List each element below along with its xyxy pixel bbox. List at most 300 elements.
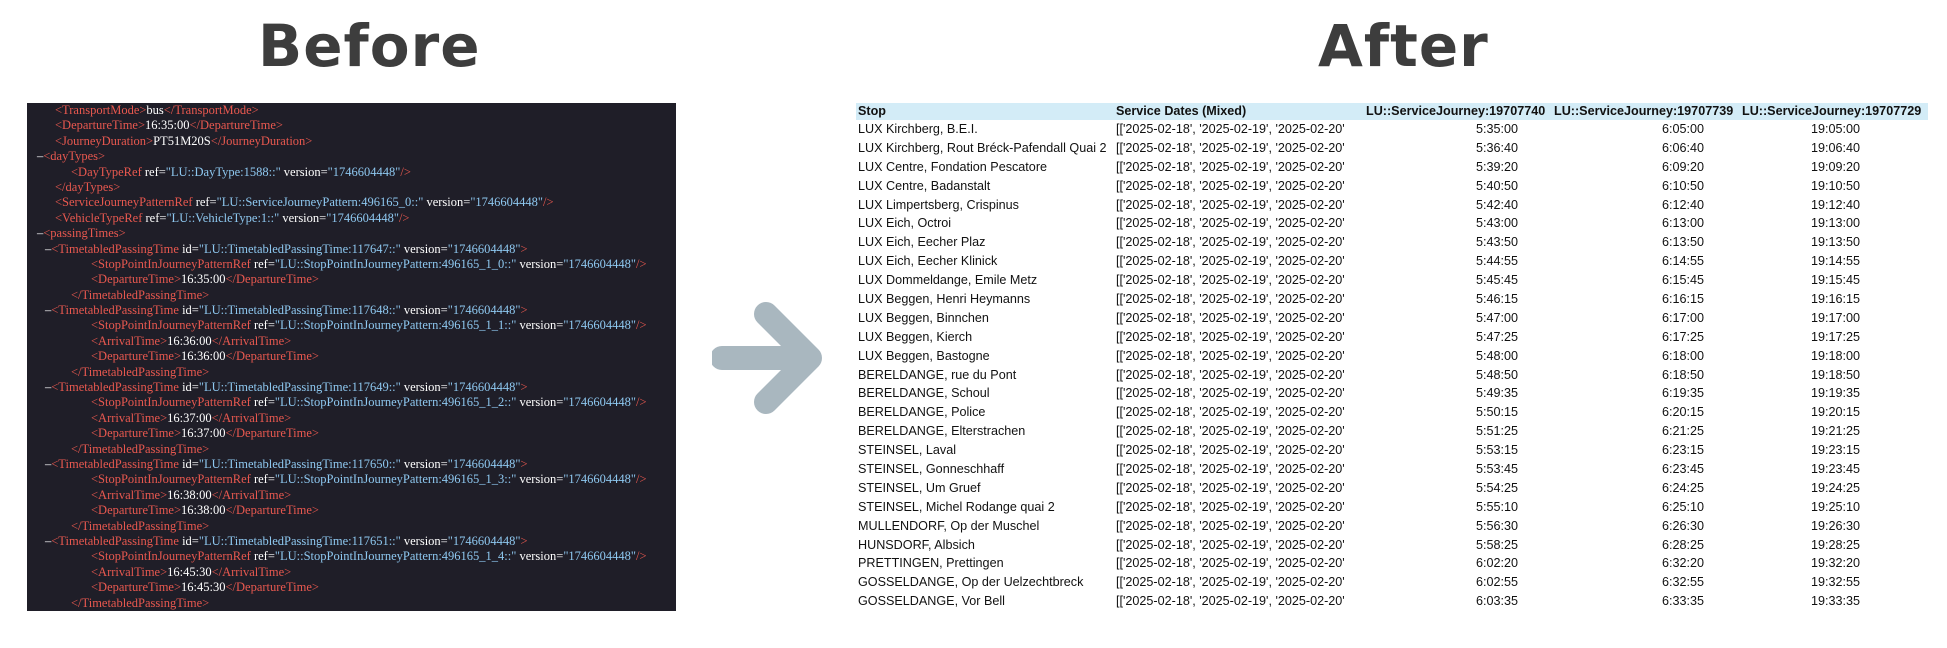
xml-token: "1746604448" (563, 256, 637, 271)
cell-service-dates: [['2025-02-18', '2025-02-19', '2025-02-20' (1116, 292, 1345, 307)
cell-service-dates: [['2025-02-18', '2025-02-19', '2025-02-20' (1116, 462, 1345, 477)
xml-token: <ServiceJourneyPatternRef (55, 195, 193, 210)
xml-token: </TimetabledPassingTime> (71, 518, 210, 533)
xml-line (27, 565, 676, 580)
cell-journey-2: 6:13:00 (1661, 216, 1704, 231)
cell-stop: BERELDANGE, Elterstrachen (858, 424, 1026, 439)
xml-token: ref= (250, 318, 275, 333)
cell-journey-3: 19:14:55 (1810, 254, 1860, 269)
xml-code-panel (27, 103, 676, 611)
xml-line (27, 442, 676, 457)
xml-token: "LU::ServiceJourneyPattern:496165_0::" (216, 195, 424, 210)
cell-journey-1: 5:48:00 (1475, 348, 1518, 363)
cell-journey-2: 6:14:55 (1661, 254, 1704, 269)
xml-token: /> (400, 164, 411, 179)
cell-journey-3: 19:32:55 (1810, 575, 1860, 590)
table-row (856, 384, 1928, 403)
xml-line (27, 380, 676, 395)
cell-journey-3: 19:19:35 (1810, 386, 1860, 401)
cell-stop: LUX Eich, Eecher Klinick (858, 254, 998, 269)
cell-stop: BERELDANGE, Schoul (858, 386, 990, 401)
cell-journey-2: 6:18:00 (1661, 348, 1704, 363)
table-row (856, 252, 1928, 271)
xml-token: version= (400, 303, 448, 318)
xml-token: <DepartureTime> (55, 118, 146, 133)
cell-stop: PRETTINGEN, Prettingen (858, 556, 1004, 571)
xml-line (27, 488, 676, 503)
cell-stop: LUX Beggen, Bastogne (858, 348, 990, 363)
table-row (856, 441, 1928, 460)
xml-token: <TimetabledPassingTime (51, 303, 179, 318)
xml-token: 16:45:30 (181, 580, 226, 595)
xml-line (27, 211, 676, 226)
xml-token: ref= (192, 195, 217, 210)
xml-token: version= (516, 472, 564, 487)
xml-token: > (520, 241, 528, 256)
xml-token: <StopPointInJourneyPatternRef (91, 395, 251, 410)
cell-journey-3: 19:28:25 (1810, 537, 1860, 552)
cell-journey-2: 6:17:25 (1661, 329, 1704, 344)
xml-token: </DepartureTime> (225, 503, 319, 518)
xml-token: version= (423, 195, 471, 210)
cell-journey-1: 5:44:55 (1475, 254, 1518, 269)
xml-token: 16:35:00 (145, 118, 190, 133)
cell-journey-1: 5:48:50 (1475, 367, 1518, 382)
xml-token: </ArrivalTime> (211, 333, 292, 348)
collapse-marker: – (37, 149, 44, 164)
table-row (856, 139, 1928, 158)
cell-service-dates: [['2025-02-18', '2025-02-19', '2025-02-20' (1116, 594, 1345, 609)
xml-token: "LU::TimetabledPassingTime:117647::" (198, 241, 401, 256)
xml-token: version= (400, 380, 448, 395)
xml-token: 16:35:00 (181, 272, 226, 287)
xml-line (27, 134, 676, 149)
xml-token: <dayTypes> (43, 149, 106, 164)
cell-journey-3: 19:15:45 (1810, 273, 1860, 288)
xml-token: 16:36:00 (167, 333, 212, 348)
cell-journey-1: 5:45:45 (1475, 273, 1518, 288)
arrow-right-icon (712, 296, 824, 420)
xml-token: "LU::TimetabledPassingTime:117651::" (198, 533, 401, 548)
xml-token: > (520, 380, 528, 395)
xml-token: </TimetabledPassingTime> (71, 441, 210, 456)
xml-token: bus (146, 103, 164, 117)
xml-token: "LU::StopPointInJourneyPattern:496165_1_4::" (274, 549, 517, 564)
cell-journey-2: 6:05:00 (1661, 122, 1704, 136)
header-stop: Stop (858, 104, 886, 118)
cell-stop: LUX Beggen, Kierch (858, 329, 973, 344)
xml-token: "1746604448" (327, 164, 401, 179)
xml-token: /> (636, 549, 647, 564)
xml-token: </DepartureTime> (225, 272, 319, 287)
xml-token: /> (636, 318, 647, 333)
xml-token: id= (178, 303, 199, 318)
xml-token: "LU::VehicleType:1::" (166, 210, 280, 225)
cell-service-dates: [['2025-02-18', '2025-02-19', '2025-02-20' (1116, 367, 1345, 382)
xml-line (27, 349, 676, 364)
cell-journey-2: 6:33:35 (1661, 594, 1704, 609)
cell-stop: BERELDANGE, Police (858, 405, 986, 420)
cell-journey-3: 19:18:50 (1810, 367, 1860, 382)
cell-service-dates: [['2025-02-18', '2025-02-19', '2025-02-20' (1116, 499, 1345, 514)
xml-token: </JourneyDuration> (210, 133, 313, 148)
cell-journey-2: 6:15:45 (1661, 273, 1704, 288)
cell-journey-1: 5:36:40 (1475, 140, 1518, 155)
xml-token: <ArrivalTime> (91, 333, 168, 348)
xml-token: > (520, 303, 528, 318)
xml-line (27, 288, 676, 303)
xml-token: ref= (250, 395, 275, 410)
xml-line (27, 180, 676, 195)
cell-journey-1: 5:50:15 (1475, 405, 1518, 420)
xml-line (27, 457, 676, 472)
cell-journey-3: 19:06:40 (1810, 140, 1860, 155)
table-row (856, 328, 1928, 347)
cell-journey-2: 6:13:50 (1661, 235, 1704, 250)
cell-stop: LUX Beggen, Henri Heymanns (858, 292, 1031, 307)
cell-journey-3: 19:23:15 (1810, 443, 1860, 458)
cell-journey-1: 5:54:25 (1475, 480, 1518, 495)
xml-token: </TimetabledPassingTime> (71, 287, 210, 302)
cell-journey-3: 19:09:20 (1810, 159, 1860, 174)
xml-token: </DepartureTime> (225, 349, 319, 364)
cell-service-dates: [['2025-02-18', '2025-02-19', '2025-02-20' (1116, 537, 1345, 552)
xml-token: /> (543, 195, 554, 210)
xml-token: "1746604448" (447, 380, 521, 395)
xml-token: version= (400, 241, 448, 256)
table-row (856, 271, 1928, 290)
xml-token: 16:38:00 (167, 487, 212, 502)
header-journey-1: LU::ServiceJourney:19707740 (1366, 104, 1546, 118)
xml-token: <TimetabledPassingTime (51, 456, 179, 471)
xml-token: "1746604448" (563, 318, 637, 333)
cell-journey-2: 6:20:15 (1661, 405, 1704, 420)
cell-journey-3: 19:25:10 (1810, 499, 1860, 514)
cell-stop: LUX Dommeldange, Emile Metz (858, 273, 1038, 288)
cell-journey-2: 6:24:25 (1661, 480, 1704, 495)
xml-token: </TimetabledPassingTime> (71, 364, 210, 379)
table-row (856, 120, 1928, 139)
collapse-marker: – (45, 241, 52, 256)
cell-journey-1: 6:02:55 (1475, 575, 1518, 590)
xml-line (27, 149, 676, 164)
table-row (856, 422, 1928, 441)
cell-journey-3: 19:17:00 (1810, 310, 1860, 325)
xml-token: <DepartureTime> (91, 349, 182, 364)
xml-token: ref= (250, 256, 275, 271)
table-row (856, 177, 1928, 196)
xml-token: <StopPointInJourneyPatternRef (91, 318, 251, 333)
xml-token: id= (178, 456, 199, 471)
xml-line (27, 411, 676, 426)
xml-token: "1746604448" (563, 472, 637, 487)
cell-journey-2: 6:26:30 (1661, 518, 1704, 533)
collapse-marker: – (45, 456, 52, 471)
xml-token: "LU::StopPointInJourneyPattern:496165_1_0::" (274, 256, 517, 271)
cell-service-dates: [['2025-02-18', '2025-02-19', '2025-02-20' (1116, 178, 1345, 193)
xml-token: <VehicleTypeRef (55, 210, 143, 225)
xml-line (27, 257, 676, 272)
cell-journey-3: 19:18:00 (1810, 348, 1860, 363)
cell-service-dates: [['2025-02-18', '2025-02-19', '2025-02-20' (1116, 348, 1345, 363)
cell-journey-2: 6:25:10 (1661, 499, 1704, 514)
cell-journey-2: 6:32:55 (1661, 575, 1704, 590)
xml-token: "1746604448" (326, 210, 399, 225)
header-journey-2: LU::ServiceJourney:19707739 (1554, 104, 1734, 118)
cell-stop: LUX Kirchberg, B.E.I. (858, 122, 978, 136)
xml-token: </TransportMode> (163, 103, 259, 117)
xml-token: 16:37:00 (181, 426, 226, 441)
xml-token: "LU::DayType:1588::" (165, 164, 281, 179)
spreadsheet-table (856, 103, 1928, 611)
before-heading: Before (258, 12, 481, 80)
cell-journey-3: 19:33:35 (1810, 594, 1860, 609)
xml-token: ref= (142, 210, 167, 225)
xml-token: "LU::StopPointInJourneyPattern:496165_1_2::" (274, 395, 517, 410)
cell-journey-3: 19:32:20 (1810, 556, 1860, 571)
cell-stop: LUX Centre, Badanstalt (858, 178, 991, 193)
cell-stop: STEINSEL, Um Gruef (858, 480, 981, 495)
xml-token: "1746604448" (470, 195, 544, 210)
xml-token: ref= (141, 164, 166, 179)
xml-line (27, 118, 676, 133)
xml-token: </TimetabledPassingTime> (71, 595, 210, 610)
xml-line (27, 272, 676, 287)
xml-token: </DepartureTime> (189, 118, 283, 133)
cell-service-dates: [['2025-02-18', '2025-02-19', '2025-02-20' (1116, 480, 1345, 495)
xml-token: id= (178, 533, 199, 548)
xml-line (27, 503, 676, 518)
xml-token: "LU::TimetabledPassingTime:117649::" (198, 380, 401, 395)
cell-stop: BERELDANGE, rue du Pont (858, 367, 1017, 382)
cell-journey-2: 6:23:45 (1661, 462, 1704, 477)
cell-journey-3: 19:24:25 (1810, 480, 1860, 495)
xml-token: <DepartureTime> (91, 272, 182, 287)
cell-journey-1: 5:35:00 (1475, 122, 1518, 136)
xml-line (27, 318, 676, 333)
table-row (856, 233, 1928, 252)
xml-token: <TransportMode> (55, 103, 147, 117)
cell-stop: HUNSDORF, Albsich (858, 537, 975, 552)
cell-service-dates: [['2025-02-18', '2025-02-19', '2025-02-20' (1116, 159, 1345, 174)
xml-line (27, 549, 676, 564)
xml-token: version= (516, 318, 564, 333)
table-row (856, 214, 1928, 233)
cell-stop: GOSSELDANGE, Op der Uelzechtbreck (858, 575, 1084, 590)
xml-line (27, 303, 676, 318)
cell-journey-2: 6:28:25 (1661, 537, 1704, 552)
xml-line (27, 242, 676, 257)
xml-token: version= (516, 395, 564, 410)
xml-line (27, 596, 676, 611)
cell-journey-1: 5:39:20 (1475, 159, 1518, 174)
table-row (856, 536, 1928, 555)
cell-journey-3: 19:10:50 (1810, 178, 1860, 193)
xml-token: PT51M20S (153, 133, 211, 148)
cell-journey-1: 6:03:35 (1475, 594, 1518, 609)
cell-service-dates: [['2025-02-18', '2025-02-19', '2025-02-20' (1116, 329, 1345, 344)
cell-service-dates: [['2025-02-18', '2025-02-19', '2025-02-20' (1116, 140, 1345, 155)
table-row (856, 158, 1928, 177)
cell-service-dates: [['2025-02-18', '2025-02-19', '2025-02-20' (1116, 197, 1345, 212)
cell-journey-1: 5:47:00 (1475, 310, 1518, 325)
xml-token: <TimetabledPassingTime (51, 380, 179, 395)
xml-token: "1746604448" (447, 303, 521, 318)
table-row (856, 573, 1928, 592)
cell-service-dates: [['2025-02-18', '2025-02-19', '2025-02-20' (1116, 122, 1345, 136)
xml-token: <DepartureTime> (91, 426, 182, 441)
xml-token: "LU::TimetabledPassingTime:117648::" (198, 303, 401, 318)
xml-token: version= (400, 533, 448, 548)
xml-token: </ArrivalTime> (211, 564, 292, 579)
cell-service-dates: [['2025-02-18', '2025-02-19', '2025-02-20' (1116, 443, 1345, 458)
cell-journey-2: 6:23:15 (1661, 443, 1704, 458)
xml-line (27, 365, 676, 380)
cell-journey-1: 5:56:30 (1475, 518, 1518, 533)
table-row (856, 196, 1928, 215)
table-row (856, 517, 1928, 536)
table-row (856, 309, 1928, 328)
cell-journey-1: 5:51:25 (1475, 424, 1518, 439)
cell-journey-1: 5:49:35 (1475, 386, 1518, 401)
cell-service-dates: [['2025-02-18', '2025-02-19', '2025-02-20' (1116, 273, 1345, 288)
table-row (856, 366, 1928, 385)
xml-token: <StopPointInJourneyPatternRef (91, 472, 251, 487)
xml-token: version= (516, 256, 564, 271)
xml-line (27, 195, 676, 210)
cell-journey-1: 5:47:25 (1475, 329, 1518, 344)
cell-journey-3: 19:21:25 (1810, 424, 1860, 439)
xml-token: </dayTypes> (55, 179, 121, 194)
cell-journey-2: 6:09:20 (1661, 159, 1704, 174)
xml-token: /> (636, 395, 647, 410)
cell-stop: STEINSEL, Gonneschhaff (858, 462, 1005, 477)
cell-journey-3: 19:13:00 (1810, 216, 1860, 231)
xml-line (27, 226, 676, 241)
table-row (856, 290, 1928, 309)
cell-journey-2: 6:17:00 (1661, 310, 1704, 325)
cell-service-dates: [['2025-02-18', '2025-02-19', '2025-02-20' (1116, 405, 1345, 420)
cell-stop: MULLENDORF, Op der Muschel (858, 518, 1040, 533)
xml-token: <DayTypeRef (71, 164, 142, 179)
xml-line (27, 395, 676, 410)
cell-journey-2: 6:10:50 (1661, 178, 1704, 193)
xml-token: "1746604448" (447, 241, 521, 256)
xml-token: <TimetabledPassingTime (51, 241, 179, 256)
xml-token: "LU::StopPointInJourneyPattern:496165_1_1::" (274, 318, 517, 333)
cell-journey-1: 5:43:00 (1475, 216, 1518, 231)
cell-service-dates: [['2025-02-18', '2025-02-19', '2025-02-20' (1116, 216, 1345, 231)
xml-line (27, 103, 676, 118)
cell-stop: LUX Centre, Fondation Pescatore (858, 159, 1048, 174)
cell-journey-1: 5:40:50 (1475, 178, 1518, 193)
xml-line (27, 334, 676, 349)
xml-token: > (520, 456, 528, 471)
cell-journey-3: 19:20:15 (1810, 405, 1860, 420)
xml-line (27, 580, 676, 595)
xml-token: "1746604448" (447, 533, 521, 548)
cell-service-dates: [['2025-02-18', '2025-02-19', '2025-02-20' (1116, 424, 1345, 439)
cell-stop: GOSSELDANGE, Vor Bell (858, 594, 1005, 609)
cell-stop: STEINSEL, Laval (858, 443, 956, 458)
xml-token: version= (280, 164, 328, 179)
cell-journey-3: 19:05:00 (1810, 122, 1860, 136)
cell-journey-2: 6:18:50 (1661, 367, 1704, 382)
cell-journey-1: 5:53:15 (1475, 443, 1518, 458)
xml-token: /> (636, 472, 647, 487)
xml-token: <StopPointInJourneyPatternRef (91, 256, 251, 271)
xml-token: version= (516, 549, 564, 564)
xml-token: <JourneyDuration> (55, 133, 154, 148)
cell-journey-1: 5:42:40 (1475, 197, 1518, 212)
cell-journey-1: 5:58:25 (1475, 537, 1518, 552)
xml-token: <DepartureTime> (91, 580, 182, 595)
table-row (856, 498, 1928, 517)
cell-journey-2: 6:16:15 (1661, 292, 1704, 307)
cell-journey-1: 6:02:20 (1475, 556, 1518, 571)
xml-token: "1746604448" (563, 395, 637, 410)
collapse-marker: – (45, 533, 52, 548)
xml-token: > (520, 533, 528, 548)
cell-service-dates: [['2025-02-18', '2025-02-19', '2025-02-20' (1116, 518, 1345, 533)
xml-token: </ArrivalTime> (211, 410, 292, 425)
xml-token: 16:36:00 (181, 349, 226, 364)
xml-token: id= (178, 241, 199, 256)
xml-token: ref= (250, 549, 275, 564)
xml-token: 16:37:00 (167, 410, 212, 425)
cell-journey-3: 19:12:40 (1810, 197, 1860, 212)
xml-token: <StopPointInJourneyPatternRef (91, 549, 251, 564)
xml-token: 16:45:30 (167, 564, 212, 579)
xml-token: "LU::StopPointInJourneyPattern:496165_1_3::" (274, 472, 517, 487)
xml-token: </DepartureTime> (225, 426, 319, 441)
table-row (856, 554, 1928, 573)
xml-token: <ArrivalTime> (91, 487, 168, 502)
table-row (856, 479, 1928, 498)
cell-journey-3: 19:23:45 (1810, 462, 1860, 477)
xml-line (27, 472, 676, 487)
cell-service-dates: [['2025-02-18', '2025-02-19', '2025-02-20' (1116, 310, 1345, 325)
collapse-marker: – (45, 380, 52, 395)
cell-journey-3: 19:17:25 (1810, 329, 1860, 344)
xml-token: 16:38:00 (181, 503, 226, 518)
xml-token: /> (636, 256, 647, 271)
xml-token: id= (178, 380, 199, 395)
cell-service-dates: [['2025-02-18', '2025-02-19', '2025-02-20' (1116, 386, 1345, 401)
table-header-row (856, 103, 1928, 120)
collapse-marker: – (37, 226, 44, 241)
cell-service-dates: [['2025-02-18', '2025-02-19', '2025-02-20' (1116, 575, 1345, 590)
table-row (856, 347, 1928, 366)
cell-stop: LUX Beggen, Binnchen (858, 310, 989, 325)
xml-token: "LU::TimetabledPassingTime:117650::" (198, 456, 401, 471)
xml-line (27, 426, 676, 441)
cell-journey-3: 19:16:15 (1810, 292, 1860, 307)
xml-line (27, 534, 676, 549)
table-row (856, 403, 1928, 422)
cell-journey-1: 5:53:45 (1475, 462, 1518, 477)
header-service-dates: Service Dates (Mixed) (1116, 104, 1247, 118)
cell-journey-2: 6:32:20 (1661, 556, 1704, 571)
cell-stop: STEINSEL, Michel Rodange quai 2 (858, 499, 1055, 514)
xml-token: </ArrivalTime> (211, 487, 292, 502)
cell-journey-3: 19:13:50 (1810, 235, 1860, 250)
cell-journey-1: 5:55:10 (1475, 499, 1518, 514)
xml-token: <TimetabledPassingTime (51, 533, 179, 548)
cell-service-dates: [['2025-02-18', '2025-02-19', '2025-02-20' (1116, 254, 1345, 269)
cell-journey-2: 6:06:40 (1661, 140, 1704, 155)
xml-token: <ArrivalTime> (91, 564, 168, 579)
